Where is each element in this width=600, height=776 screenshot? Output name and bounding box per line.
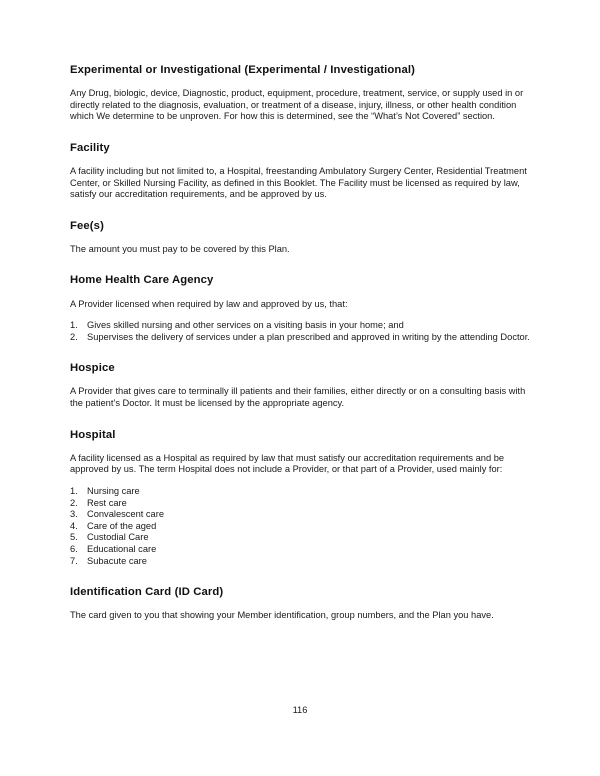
section-body-hospital: A facility licensed as a Hospital as required by law that must satisfy our accreditation requirements and be approved by us. The term Hospital does not include a Provider, or that part of a Provider, used mainly for: (70, 452, 505, 475)
section-body-experimental: Any Drug, biologic, device, Diagnostic, product, equipment, procedure, treatment, service, or supply used in or directly related to the diagnosis, evaluation, or treatment of a disease, injury, illness, or other health condition which We determine to be unproven. For how this is determined, see the “What’s Not Covered” section. (70, 88, 524, 122)
list-item-number: 7. (70, 555, 78, 566)
spacer (70, 599, 532, 610)
list-item-number: 3. (70, 509, 78, 520)
list-home-health-care-agency (70, 320, 532, 343)
section-heading-fees: Fee(s) (70, 219, 104, 232)
spacer (70, 343, 532, 361)
list-item-label: Subacute care (87, 555, 147, 566)
spacer (70, 288, 532, 299)
spacer (70, 476, 532, 486)
section-heading-facility: Facility (70, 141, 110, 154)
list-item (70, 486, 532, 498)
list-item-number: 2. (70, 497, 78, 508)
list-hospital-exclusions (70, 486, 532, 567)
spacer (70, 375, 532, 386)
list-item (70, 544, 532, 556)
spacer (70, 77, 532, 88)
list-item-label: Convalescent care (87, 509, 164, 520)
section-body-identification-card: The card given to you that showing your Member identification, group numbers, and the Plan you have. (70, 610, 494, 621)
list-item (70, 532, 532, 544)
section-heading-hospice: Hospice (70, 362, 115, 375)
spacer (70, 442, 532, 453)
section-body-hospice: A Provider that gives care to terminally ill patients and their families, either directly or on a consulting basis with the patient’s Doctor. It must be licensed by the appropriate agency. (70, 386, 526, 409)
section-heading-home-health-care-agency: Home Health Care Agency (70, 274, 214, 287)
list-item-label: Gives skilled nursing and other services on a visiting basis in your home; and (87, 320, 404, 331)
spacer (70, 201, 532, 219)
list-item-label: Nursing care (87, 485, 140, 496)
section-body-facility: A facility including but not limited to, a Hospital, freestanding Ambulatory Surgery Center, Residential Treatment Center, or Skilled Nursing Facility, as defined in this Booklet. The Facility must be licensed as required by law, satisfy our accreditation requirements, and be approved by us. (70, 166, 527, 200)
section-heading-hospital: Hospital (70, 428, 116, 441)
list-item-label: Educational care (87, 543, 157, 554)
list-item (70, 332, 532, 344)
spacer (70, 123, 532, 141)
section-body-fees: The amount you must pay to be covered by this Plan. (70, 243, 290, 254)
section-body-home-health-care-agency: A Provider licensed when required by law and approved by us, that: (70, 298, 348, 309)
section-heading-identification-card: Identification Card (ID Card) (70, 586, 224, 599)
spacer (70, 567, 532, 585)
spacer (70, 310, 532, 320)
list-item-label: Care of the aged (87, 520, 157, 531)
section-heading-experimental: Experimental or Investigational (Experimental / Investigational) (70, 64, 415, 76)
list-item-number: 4. (70, 520, 78, 531)
spacer (70, 255, 532, 273)
list-item-label: Supervises the delivery of services under a plan prescribed and approved in writing by the attending Doctor. (87, 331, 530, 342)
list-item (70, 320, 532, 332)
page-content (70, 63, 532, 622)
spacer (70, 155, 532, 166)
list-item-number: 2. (70, 331, 78, 342)
list-item-label: Rest care (87, 497, 127, 508)
list-item-number: 5. (70, 532, 78, 543)
page-number: 116 (292, 705, 308, 715)
list-item-number: 6. (70, 543, 78, 554)
list-item (70, 556, 532, 568)
list-item-label: Custodial Care (87, 532, 149, 543)
list-item (70, 498, 532, 510)
list-item-number: 1. (70, 320, 78, 331)
list-item-number: 1. (70, 485, 78, 496)
spacer (70, 233, 532, 244)
list-item (70, 509, 532, 521)
spacer (70, 410, 532, 428)
list-item (70, 521, 532, 533)
